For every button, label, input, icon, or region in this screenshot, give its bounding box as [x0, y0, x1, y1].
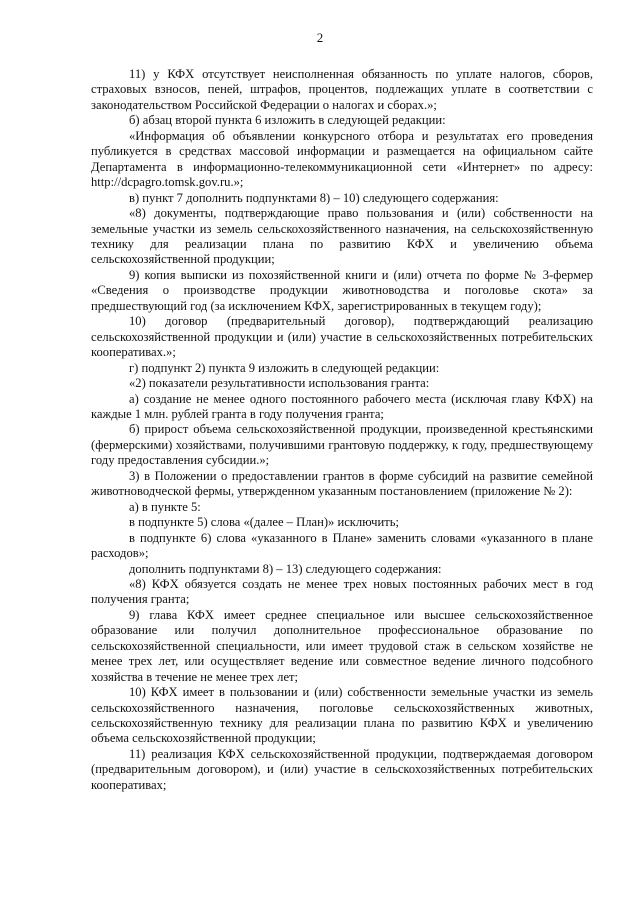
- paragraph-item-10-land-livestock: 10) КФХ имеет в пользовании и (или) собственности земельные участки из земель сельскохозяйственного назначения, поголовье сельскохозяйственных животных, сельскохозяйственную технику для реализации плана по развитию КФХ и увеличению объема сельскохозяйственной продукции;: [91, 685, 593, 746]
- paragraph-item-11-sales: 11) реализация КФХ сельскохозяйственной продукции, подтверждаемая договором (предварительным договором), и (или) участие в сельскохозяйственных потребительских кооперативах;: [91, 746, 593, 792]
- paragraph-item-11-no-tax-debt: 11) у КФХ отсутствует неисполненная обязанность по уплате налогов, сборов, страховых взносов, пеней, штрафов, процентов, подлежащих уплате в соответствии с законодательством Российской Федерации о налогах и сборах.»;: [91, 67, 593, 112]
- paragraph-amend-point-6: б) абзац второй пункта 6 изложить в следующей редакции:: [129, 113, 446, 128]
- paragraph-item-10-sales-contract: 10) договор (предварительный договор), подтверждающий реализацию сельскохозяйственной продукции и (или) участие в сельскохозяйственных потребительских кооперативах.»;: [91, 314, 593, 360]
- paragraph-amend-point-9: г) подпункт 2) пункта 9 изложить в следующей редакции:: [129, 360, 440, 375]
- paragraph-item-9-education: 9) глава КФХ имеет среднее специальное или высшее сельскохозяйственное образование или получил дополнительное профессиональное образование по сельскохозяйственной специальности, или имеет трудовой стаж в сельском хозяйстве не менее трех лет, или осуществляет ведение или совместное ведение личного подсобного хозяйства в течение не менее трех лет;: [91, 607, 593, 684]
- paragraph-add-subpoints: дополнить подпунктами 8) – 13) следующего содержания:: [129, 561, 442, 576]
- paragraph-indicator-b-growth: б) прирост объема сельскохозяйственной продукции, произведенной крестьянскими (фермерскими) хозяйствами, получившими грантовую поддержку, к году, предшествующему году предоставления субсидии.»;: [91, 422, 593, 468]
- paragraph-item-9-household-book: 9) копия выписки из похозяйственной книги и (или) отчета по форме № 3-фермер «Сведения о производстве продукции животноводства и поголовье скота» за предшествующий год (за исключением КФХ, зарегистрированных в текущем году);: [91, 267, 593, 313]
- paragraph-indicator-a-jobs: а) создание не менее одного постоянного рабочего места (исключая главу КФХ) на каждые 1 млн. рублей гранта в году получения гранта;: [91, 391, 593, 421]
- paragraph-publication-info: «Информация об объявлении конкурсного отбора и результатах его проведения публикуется в средствах массовой информации и размещается на официальном сайте Департамента в информационно-телекоммуникационной сети «Интернет» по адресу: http://dcpagro.tomsk.gov.ru.»;: [91, 128, 593, 190]
- paragraph-subpoint-6: в подпункте 6) слова «указанного в Плане» заменить словами «указанного в плане расходов»;: [91, 530, 593, 561]
- page-number: 2: [316, 30, 324, 45]
- paragraph-item-8-land-documents: «8) документы, подтверждающие право пользования и (или) собственности на земельные участки из земель сельскохозяйственного назначения, на сельскохозяйственную технику для реализации плана по развитию КФХ и увеличению объема сельскохозяйственной продукции;: [91, 206, 593, 267]
- paragraph-subpoint-5: в подпункте 5) слова «(далее – План)» исключить;: [129, 515, 399, 530]
- paragraph-point-5: а) в пункте 5:: [129, 499, 201, 514]
- paragraph-item-8-new-jobs: «8) КФХ обязуется создать не менее трех новых постоянных рабочих мест в год получения гранта;: [91, 576, 593, 607]
- document-body: [91, 67, 593, 793]
- paragraph-item-3-family-farm: 3) в Положении о предоставлении грантов в форме субсидий на развитие семейной животноводческой фермы, утвержденном указанным постановлением (приложение № 2):: [91, 468, 593, 499]
- paragraph-amend-point-7: в) пункт 7 дополнить подпунктами 8) – 10) следующего содержания:: [129, 190, 499, 205]
- paragraph-performance-indicators: «2) показатели результативности использования гранта:: [129, 376, 430, 391]
